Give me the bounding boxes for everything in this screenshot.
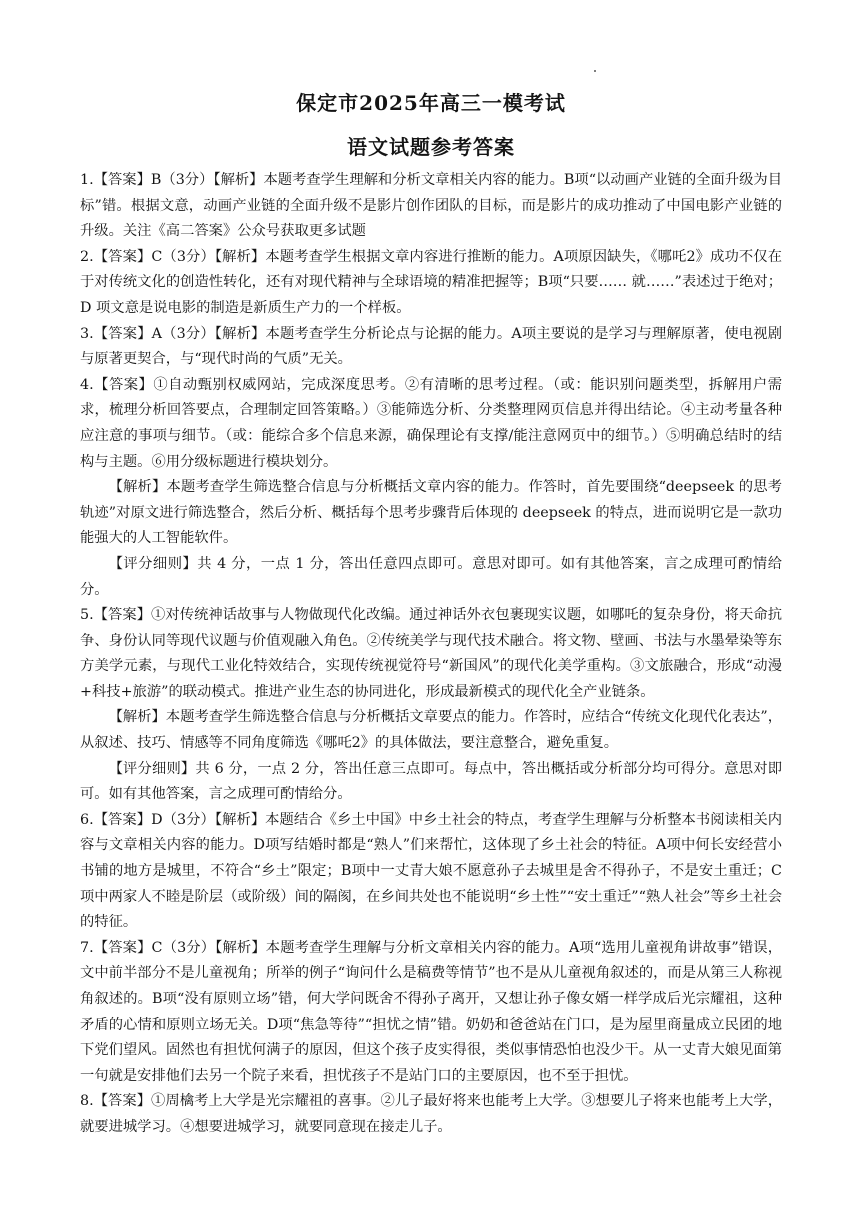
answer-item-7 [80,936,782,1090]
answer-2-text: 2.【答案】C（3分）【解析】本题考查学生根据文章内容进行推断的能力。A项原因缺失，《哪吒2》成功不仅在于对传统文化的创造性转化，还有对现代精神与全球语境的精准把握等；B项“只要…… 就……”表述过于绝对；D 项文意是说电影的制造是新质生产力的一个样板。 [80,248,782,316]
answer-item-3 [80,322,782,373]
answer-item-4 [80,373,782,603]
answer-item-8 [80,1089,782,1140]
answer-item-1 [80,168,782,245]
answer-4-analysis: 【解析】本题考查学生筛选整合信息与分析概括文章内容的能力。作答时，首先要围绕“deepseek 的思考轨迹”对原文进行筛选整合，然后分析、概括每个思考步骤背后体现的 deepseek 的特点，进而说明它是一款功能强大的人工智能软件。 [80,479,782,547]
answer-4-scoring: 【评分细则】共 4 分，一点 1 分，答出任意四点即可。意思对即可。如有其他答案，言之成理可酌情给分。 [80,555,782,598]
answer-5-analysis: 【解析】本题考查学生筛选整合信息与分析概括文章要点的能力。作答时，应结合“传统文化现代化表达”，从叙述、技巧、情感等不同角度筛选《哪吒2》的具体做法，要注意整合，避免重复。 [80,709,782,752]
answer-5-text: 5.【答案】①对传统神话故事与人物做现代化改编。通过神话外衣包裹现实议题，如哪吒的复杂身份，将天命抗争、身份认同等现代议题与价值观融入角色。②传统美学与现代技术融合。将文物、壁画、书法与水墨晕染等东方美学元素，与现代工业化特效结合，实现传统视觉符号“新国风”的现代化美学重构。③文旅融合，形成“动漫+科技+旅游”的联动模式。推进产业生态的协同进化，形成最新模式的现代化全产业链条。 [80,607,782,700]
document-title: 保定市2025年高三一模考试 [296,91,566,115]
answer-4-text: 4.【答案】①自动甄别权威网站，完成深度思考。②有清晰的思考过程。（或：能识别问题类型，拆解用户需求，梳理分析回答要点，合理制定回答策略。）③能筛选分析、分类整理网页信息并得出结论。④主动考量各种应注意的事项与细节。（或：能综合多个信息来源，确保理论有支撑/能注意网页中的细节。）⑤明确总结时的结构与主题。⑥用分级标题进行模块划分。 [80,376,782,470]
answer-8-text: 8.【答案】①周檎考上大学是光宗耀祖的喜事。②儿子最好将来也能考上大学。③想要儿子将来也能考上大学，就要进城学习。④想要进城学习，就要同意现在接走儿子。 [80,1093,782,1135]
document-subtitle: 语文试题参考答案 [347,135,515,159]
answer-6-text: 6.【答案】D（3分）【解析】本题结合《乡土中国》中乡土社会的特点，考查学生理解与分析整本书阅读相关内容与文章相关内容的能力。D项写结婚时都是“熟人”们来帮忙，这体现了乡土社会的特征。A项中何长安经营小书铺的地方是城里，不符合“乡土”限定；B项中一丈青大娘不愿意孙子去城里是舍不得孙子，不是安土重迁；C项中两家人不睦是阶层（或阶级）间的隔阂，在乡间共处也不能说明“乡土性”“安土重迁”“熟人社会”等乡土社会的特征。 [80,811,782,931]
answer-3-text: 3.【答案】A（3分）【解析】本题考查学生分析论点与论据的能力。A项主要说的是学习与理解原著，使电视剧与原著更契合，与“现代时尚的气质”无关。 [80,325,782,368]
answer-item-6 [80,808,782,936]
answer-7-text: 7.【答案】C（3分）【解析】本题考查学生理解与分析文章相关内容的能力。A项“选用儿童视角讲故事”错误，文中前半部分不是儿童视角；所举的例子“询问什么是稿费等情节”也不是从儿童视角叙述的，而是从第三人称视角叙述的。B项“没有原则立场”错，何大学问既舍不得孙子离开，又想让孙子像女婿一样学成后光宗耀祖，这种矛盾的心情和原则立场无关。D项“焦急等待”“担忧之情”错。奶奶和爸爸站在门口，是为屋里商量成立民团的地下党们望风。固然也有担忧何满子的原因，但这个孩子皮实得很，类似事情恐怕也没少干。从一丈青大娘见面第一句就是安排他们去另一个院子来看，担忧孩子不是站门口的主要原因，也不至于担忧。 [80,939,782,1084]
answer-1-text: 1.【答案】B（3分）【解析】本题考查学生理解和分析文章相关内容的能力。B项“以动画产业链的全面升级为目标”错。根据文意，动画产业链的全面升级不是影片创作团队的目标，而是影片的成功推动了中国电影产业链的升级。关注《高二答案》公众号获取更多试题 [80,172,782,240]
answer-5-scoring: 【评分细则】共 6 分，一点 2 分，答出任意三点即可。每点中，答出概括或分析部分均可得分。意思对即可。如有其他答案，言之成理可酌情给分。 [80,760,782,803]
answer-item-2 [80,245,782,322]
answer-item-5 [80,603,782,808]
